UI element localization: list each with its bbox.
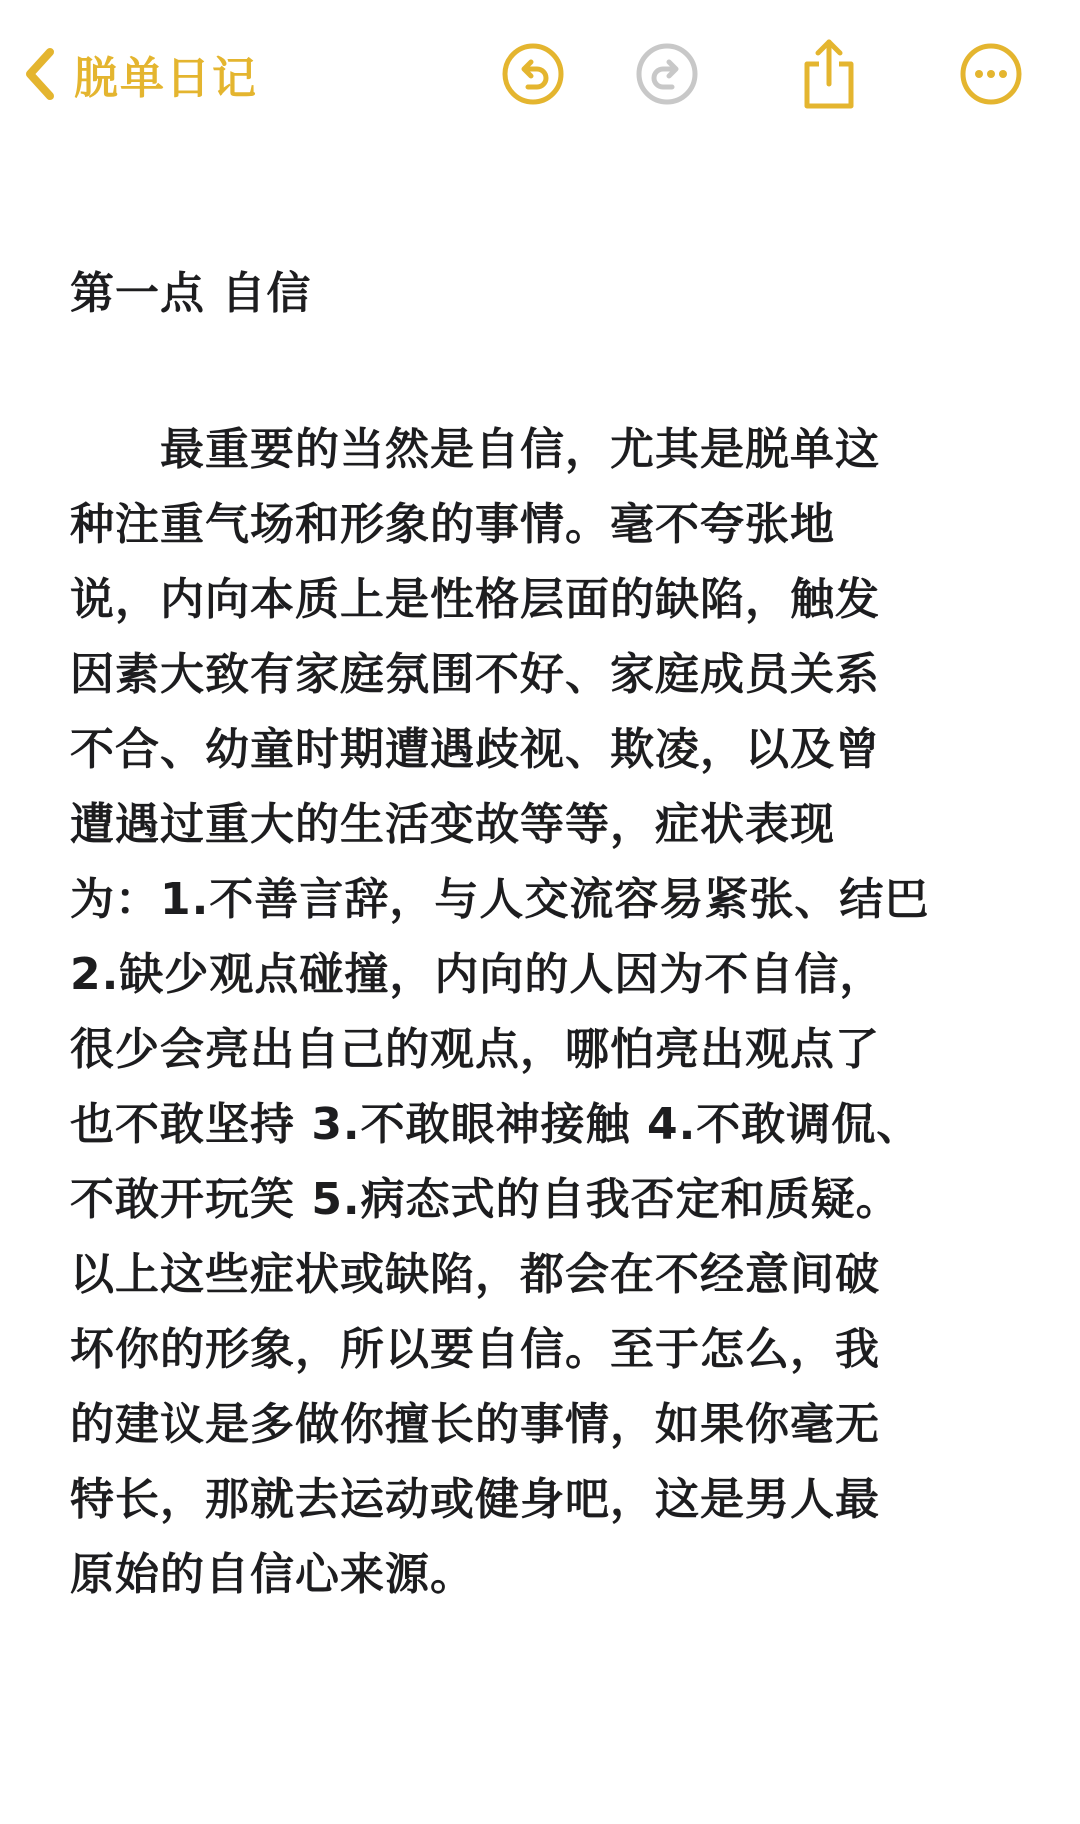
note-heading: 第一点 自信 <box>70 268 312 319</box>
undo-button[interactable] <box>497 38 569 110</box>
note-line: 也不敢坚持 3.不敢眼神接触 4.不敢调侃、 <box>70 1099 922 1150</box>
note-content[interactable] <box>70 262 1020 1612</box>
note-line: 2.缺少观点碰撞，内向的人因为不自信， <box>70 949 885 1000</box>
share-icon <box>797 38 861 110</box>
note-line: 的建议是多做你擅长的事情，如果你毫无 <box>70 1399 880 1450</box>
note-line: 种注重气场和形象的事情。毫不夸张地 <box>70 499 835 550</box>
more-icon <box>959 42 1023 106</box>
note-line: 以上这些症状或缺陷，都会在不经意间破 <box>70 1249 880 1300</box>
more-options-button[interactable] <box>955 38 1027 110</box>
note-line: 为：1.不善言辞，与人交流容易紧张、结巴 <box>70 874 930 925</box>
note-line: 特长，那就去运动或健身吧，这是男人最 <box>70 1474 880 1525</box>
back-button[interactable] <box>22 38 258 110</box>
undo-icon <box>501 42 565 106</box>
redo-icon <box>635 42 699 106</box>
top-toolbar <box>0 0 1080 150</box>
note-line: 很少会亮出自己的观点，哪怕亮出观点了 <box>70 1024 880 1075</box>
note-line: 不敢开玩笑 5.病态式的自我否定和质疑。 <box>70 1174 901 1225</box>
note-line: 原始的自信心来源。 <box>70 1549 475 1600</box>
back-button-label: 脱单日记 <box>74 53 258 104</box>
note-line: 最重要的当然是自信，尤其是脱单这 <box>70 424 880 475</box>
redo-button[interactable] <box>631 38 703 110</box>
note-line: 说，内向本质上是性格层面的缺陷，触发 <box>70 574 880 625</box>
note-line: 不合、幼童时期遭遇歧视、欺凌，以及曾 <box>70 724 880 775</box>
note-line: 坏你的形象，所以要自信。至于怎么，我 <box>70 1324 880 1375</box>
note-line: 因素大致有家庭氛围不好、家庭成员关系 <box>70 649 880 700</box>
note-line: 遭遇过重大的生活变故等等，症状表现 <box>70 799 835 850</box>
note-body <box>70 412 1020 1612</box>
chevron-left-icon <box>22 46 56 102</box>
share-button[interactable] <box>793 38 865 110</box>
